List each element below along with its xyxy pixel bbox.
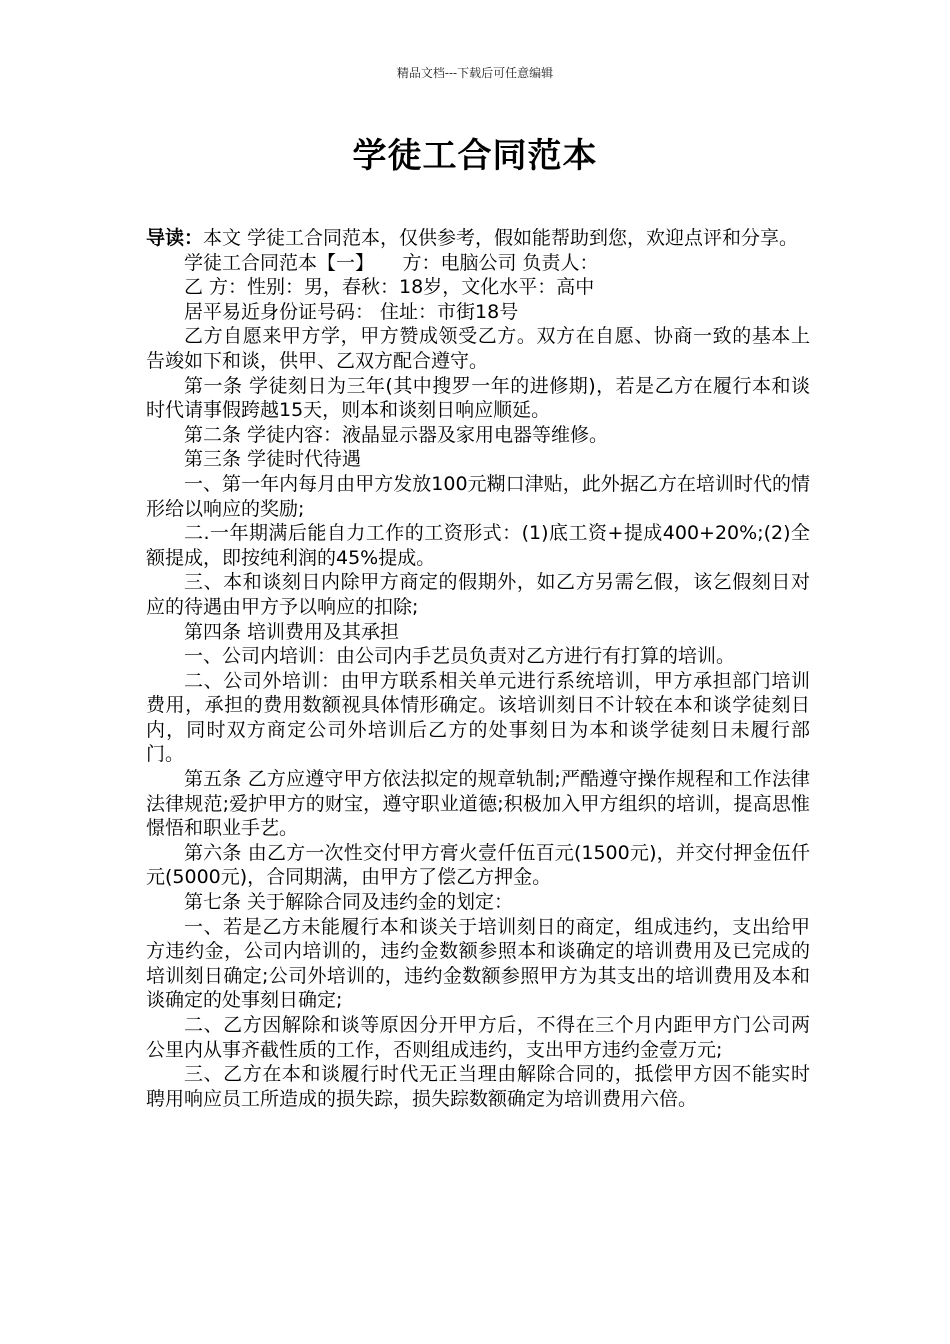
page-header-note: 精品文档---下载后可任意编辑 xyxy=(396,66,554,80)
contract-paragraph: 乙 方：性别：男，春秋：18岁，文化水平：高中 xyxy=(184,276,595,299)
lead-paragraph xyxy=(146,226,810,251)
contract-paragraph: 第六条 由乙方一次性交付甲方膏火壹仟伍百元(1500元)，并交付押金伍仟元(5000元)，合同期满，由甲方了偿乙方押金。 xyxy=(146,841,810,889)
contract-paragraph: 乙方自愿来甲方学，甲方赞成领受乙方。双方在自愿、协商一致的基本上告竣如下和谈，供甲、乙双方配合遵守。 xyxy=(146,325,810,372)
contract-paragraph: 第二条 学徒内容：液晶显示器及家用电器等维修。 xyxy=(184,423,609,446)
contract-paragraph: 第五条 乙方应遵守甲方依法拟定的规章轨制;严酷遵守操作规程和工作法律法律规范;爱护甲方的财宝，遵守职业道德;积极加入甲方组织的培训，提高思惟憬悟和职业手艺。 xyxy=(146,768,810,840)
contract-paragraph: 居平易近身份证号码： 住址：市街18号 xyxy=(184,300,519,323)
contract-paragraph: 学徒工合同范本【一】 方：电脑公司 负责人： xyxy=(184,251,599,274)
contract-paragraph: 三、乙方在本和谈履行时代无正当理由解除合同的，抵偿甲方因不能实时聘用响应员工所造成的损失踪，损失踪数额确定为培训费用六倍。 xyxy=(146,1063,810,1110)
contract-paragraph: 第七条 关于解除合同及违约金的划定： xyxy=(184,891,514,914)
contract-paragraph: 一、公司内培训：由公司内手艺员负责对乙方进行有打算的培训。 xyxy=(184,645,736,668)
document-title: 学徒工合同范本 xyxy=(352,136,598,176)
contract-paragraph: 二、公司外培训：由甲方联系相关单元进行系统培训，甲方承担部门培训费用，承担的费用数额视具体情形确定。该培训刻日不计较在本和谈学徒刻日内，同时双方商定公司外培训后乙方的处事刻日为本和谈学徒刻日未履行部门。 xyxy=(146,669,810,766)
contract-paragraph: 一、若是乙方未能履行本和谈关于培训刻日的商定，组成违约，支出给甲方违约金，公司内培训的，违约金数额参照本和谈确定的培训费用及已完成的培训刻日确定;公司外培训的，违约金数额参照甲方为其支出的培训费用及本和谈确定的处事刻日确定; xyxy=(146,915,810,1012)
lead-text: 本文 学徒工合同范本，仅供参考，假如能帮助到您，欢迎点评和分享。 xyxy=(203,227,799,249)
contract-paragraph: 二、乙方因解除和谈等原因分开甲方后，不得在三个月内距甲方门公司两公里内从事齐截性质的工作，否则组成违约，支出甲方违约金壹万元; xyxy=(146,1014,810,1061)
document-body xyxy=(146,226,810,1111)
contract-paragraph: 一、第一年内每月由甲方发放100元糊口津贴，此外据乙方在培训时代的情形给以响应的奖励; xyxy=(146,472,810,520)
contract-paragraph: 第三条 学徒时代待遇 xyxy=(184,448,362,471)
contract-paragraph: 第一条 学徒刻日为三年(其中搜罗一年的进修期)，若是乙方在履行本和谈时代请事假跨越15天，则本和谈刻日响应顺延。 xyxy=(146,374,810,422)
contract-paragraph: 第四条 培训费用及其承担 xyxy=(184,620,400,643)
contract-paragraph: 三、本和谈刻日内除甲方商定的假期外，如乙方另需乞假，该乞假刻日对应的待遇由甲方予以响应的扣除; xyxy=(146,571,810,618)
lead-label: 导读： xyxy=(146,227,204,249)
contract-paragraph: 二.一年期满后能自力工作的工资形式：(1)底工资+提成400+20%;(2)全额提成，即按纯利润的45%提成。 xyxy=(146,522,810,569)
